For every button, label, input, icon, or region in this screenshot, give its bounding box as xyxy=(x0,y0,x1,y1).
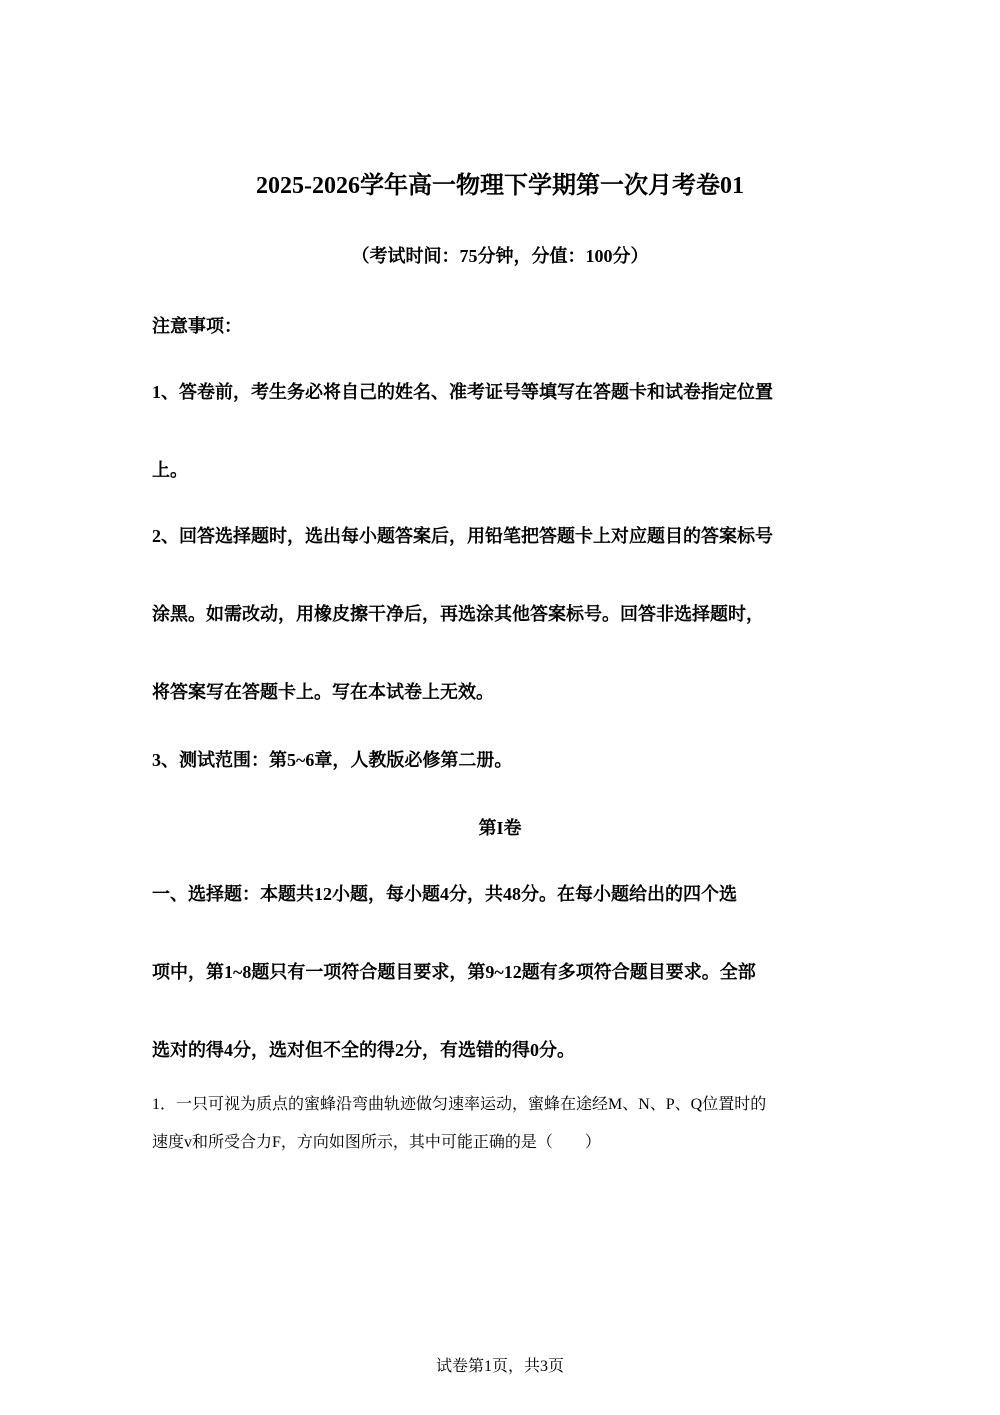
section-instruction-line: 选对的得4分，选对但不全的得2分，有选错的得0分。 xyxy=(152,1040,575,1060)
section-instruction-line: 项中，第1~8题只有一项符合题目要求，第9~12题有多项符合题目要求。全部 xyxy=(152,962,756,982)
question-1-line: 1．一只可视为质点的蜜蜂沿弯曲轨迹做匀速率运动，蜜蜂在途经M、N、P、Q位置时的 xyxy=(152,1096,767,1113)
volume-heading: 第I卷 xyxy=(478,818,522,838)
page-footer: 试卷第1页，共3页 xyxy=(435,1358,564,1375)
notice-line: 2、回答选择题时，选出每小题答案后，用铅笔把答题卡上对应题目的答案标号 xyxy=(152,526,773,546)
section-instruction-line: 一、选择题：本题共12小题，每小题4分，共48分。在每小题给出的四个选 xyxy=(152,884,737,904)
notice-line: 1、答卷前，考生务必将自己的姓名、准考证号等填写在答题卡和试卷指定位置 xyxy=(152,382,773,402)
exam-duration-score: （考试时间：75分钟，分值：100分） xyxy=(351,246,649,266)
question-1-line: 速度v和所受合力F，方向如图所示，其中可能正确的是（ ） xyxy=(152,1134,601,1151)
exam-title: 2025-2026学年高一物理下学期第一次月考卷01 xyxy=(256,173,744,199)
notice-line: 涂黑。如需改动，用橡皮擦干净后，再选涂其他答案标号。回答非选择题时， xyxy=(152,604,764,624)
notice-heading: 注意事项： xyxy=(152,316,242,336)
notice-line: 将答案写在答题卡上。写在本试卷上无效。 xyxy=(152,682,494,702)
notice-line: 上。 xyxy=(152,460,188,480)
notice-line: 3、测试范围：第5~6章，人教版必修第二册。 xyxy=(152,750,513,770)
